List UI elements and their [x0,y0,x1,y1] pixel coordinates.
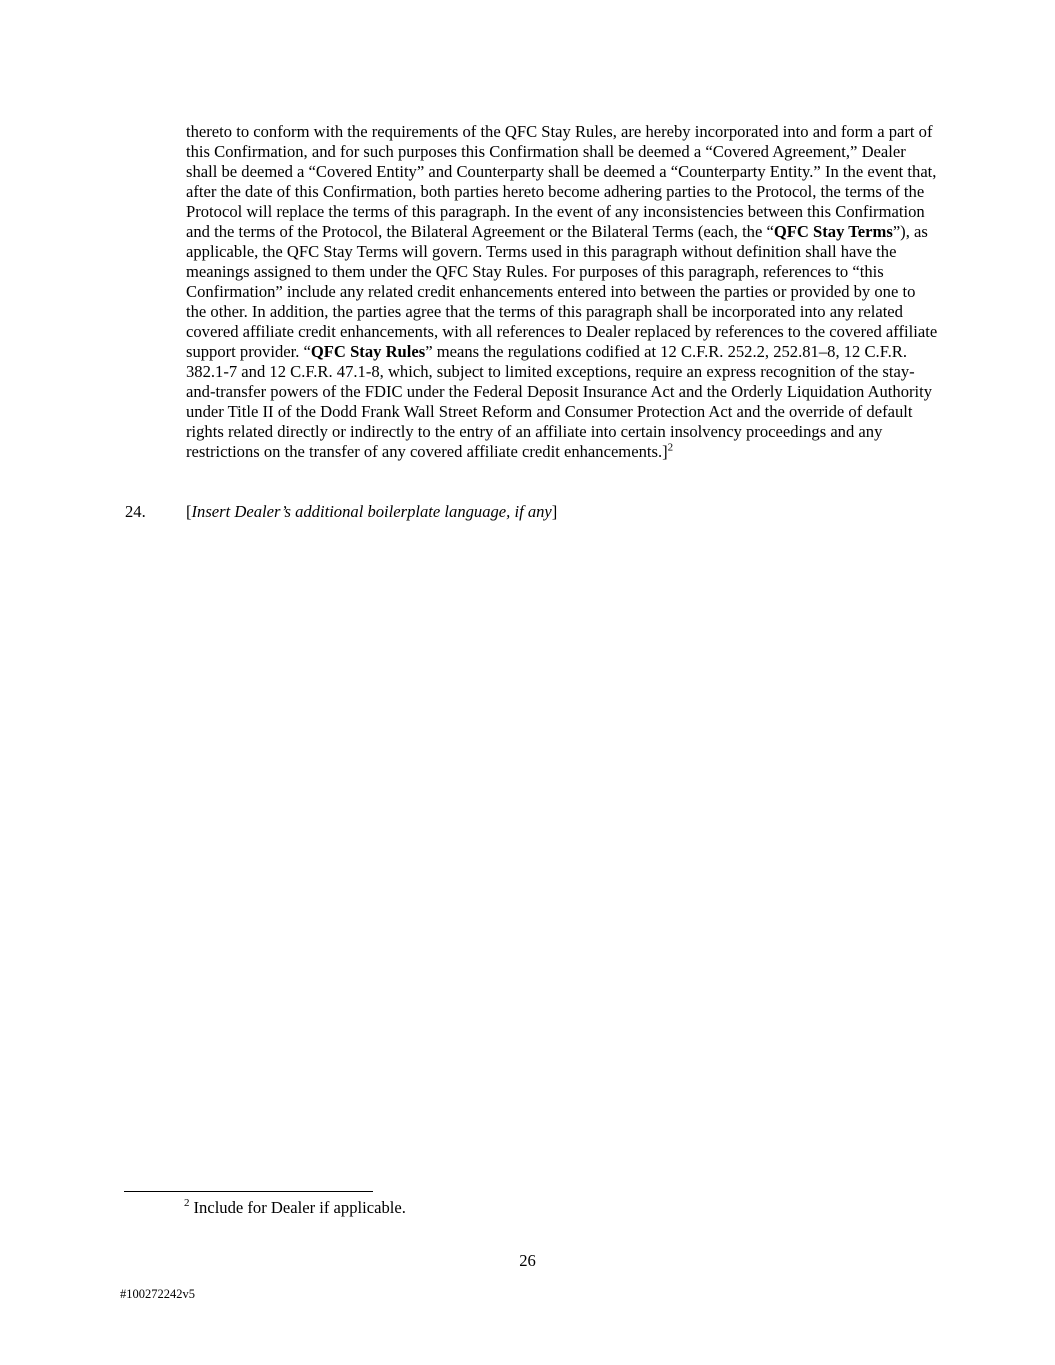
qfc-stay-terms-bold: QFC Stay Terms [773,222,893,241]
footnote-reference-2: 2 [667,441,674,454]
bracket-close: ] [551,502,558,521]
bracket-open: [ [186,502,192,521]
boilerplate-placeholder-text: Insert Dealer’s additional boilerplate language, if any [191,502,552,521]
footnote-marker-2: 2 [184,1197,190,1210]
document-id-stamp: #100272242v5 [120,1287,195,1301]
list-item-24 [125,502,945,522]
footnote-text [124,1198,684,1218]
paragraph-text-segment: ”), as applicable, the QFC Stay Terms will govern. Terms used in this paragraph without definition shall have the meanings assigned to them under the QFC Stay Rules. For purposes of this paragraph, references to “this Confirmation” include any related credit enhancements entered into between the parties or provided by one to the other. In addition, the parties agree that the terms of this paragraph shall be incorporated into any related covered affiliate credit enhancements, with all references to Dealer replaced by references to the covered affiliate support provider. “ [186,222,938,361]
page-number: 26 [519,1251,536,1270]
footnote-block [124,1191,684,1218]
qfc-stay-rules-bold: QFC Stay Rules [310,342,426,361]
paragraph-text-segment: thereto to conform with the requirements of the QFC Stay Rules, are hereby incorporated into and form a part of this Confirmation, and for such purposes this Confirmation shall be deemed a “Covered Agreement,” Dealer shall be deemed a “Covered Entity” and Counterparty shall be deemed a “Counterparty Entity.” In the event that, after the date of this Confirmation, both parties hereto become adhering parties to the Protocol, the terms of the Protocol will replace the terms of this paragraph. In the event of any inconsistencies between this Confirmation and the terms of the Protocol, the Bilateral Agreement or the Bilateral Terms (each, the “ [186,122,937,241]
footnote-separator-rule [124,1191,373,1192]
item-number: 24. [125,502,146,521]
paragraph-text-segment: ” means the regulations codified at 12 C.F.R. 252.2, 252.81–8, 12 C.F.R. 382.1-7 and 12 C.F.R. 47.1-8, which, subject to limited exceptions, require an express recognition of the stay-and-transfer powers of the FDIC under the Federal Deposit Insurance Act and the Orderly Liquidation Authority under Title II of the Dodd Frank Wall Street Reform and Consumer Protection Act and the override of default rights related directly or indirectly to the entry of an affiliate into certain insolvency proceedings and any restrictions on the transfer of any covered affiliate credit enhancements.] [186,342,933,461]
body-paragraph [186,122,938,462]
footnote-content: Include for Dealer if applicable. [193,1198,406,1217]
